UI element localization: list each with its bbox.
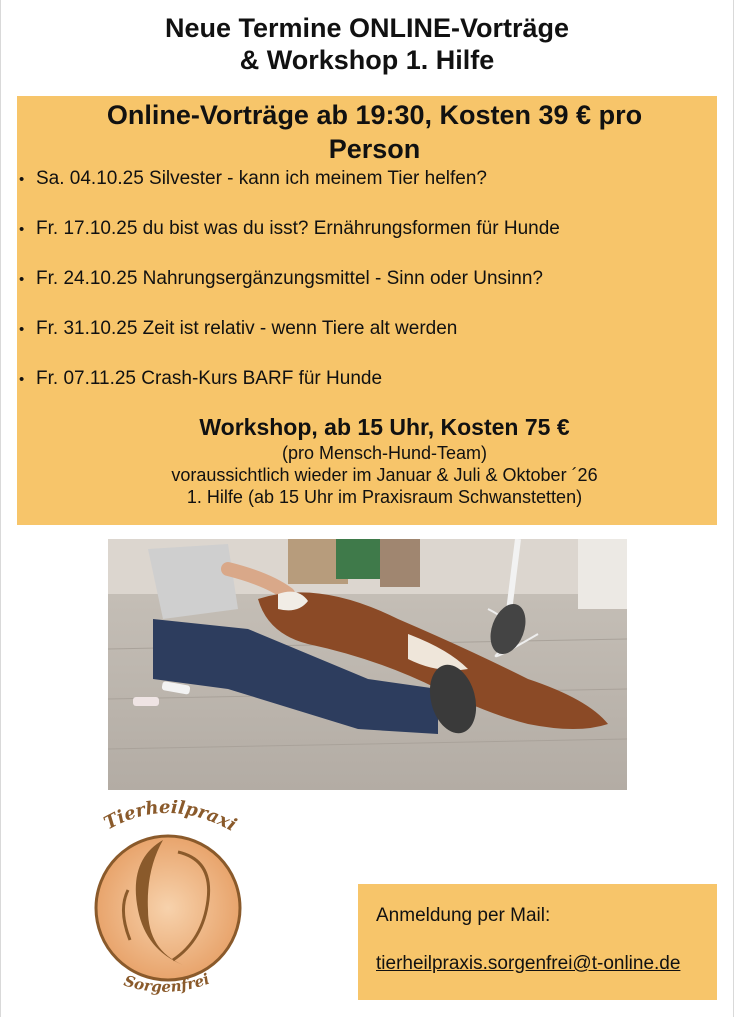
registration-box — [358, 884, 717, 1000]
online-talks-heading-line-1: Online-Vorträge ab 19:30, Kosten 39 € pro — [106, 100, 643, 130]
tierheilpraxis-logo — [88, 800, 248, 1005]
talk-item-text: Fr. 24.10.25 Nahrungsergänzungsmittel - Sinn oder Unsinn? — [36, 268, 543, 289]
bullet-icon: • — [19, 171, 25, 188]
left-page-edge — [0, 0, 1, 1017]
online-talks-heading — [17, 98, 732, 166]
talk-item-text: Fr. 17.10.25 du bist was du isst? Ernährungsformen für Hunde — [36, 218, 560, 239]
talk-item — [17, 168, 487, 191]
workshop-location-note: 1. Hilfe (ab 15 Uhr im Praxisraum Schwanstetten) — [186, 487, 583, 507]
bullet-icon: • — [19, 321, 25, 338]
talk-item-text: Sa. 04.10.25 Silvester - kann ich meinem Tier helfen? — [36, 168, 487, 189]
talk-item — [17, 268, 543, 291]
workshop-team-note: (pro Mensch-Hund-Team) — [281, 443, 488, 463]
workshop-heading: Workshop, ab 15 Uhr, Kosten 75 € — [199, 414, 570, 440]
talk-item — [17, 318, 457, 341]
svg-text:Tierheilpraxis — [88, 800, 240, 836]
workshop-dates-note: voraussichtlich wieder im Januar & Juli & Oktober ´26 — [171, 465, 598, 485]
talk-item-text: Fr. 07.11.25 Crash-Kurs BARF für Hunde — [36, 368, 383, 389]
bullet-icon: • — [19, 371, 25, 388]
talk-item-text: Fr. 31.10.25 Zeit ist relativ - wenn Tiere alt werden — [36, 318, 458, 339]
talk-item — [17, 368, 382, 391]
registration-label: Anmeldung per Mail: — [376, 905, 551, 926]
email-link[interactable]: tierheilpraxis.sorgenfrei@t-online.de — [376, 953, 681, 974]
workshop-photo — [108, 539, 627, 790]
events-panel — [17, 96, 717, 525]
bullet-icon: • — [19, 221, 25, 238]
workshop-section — [17, 412, 734, 508]
logo-bottom-text: Sorgenfrei — [121, 969, 212, 996]
online-talks-heading-line-2: Person — [328, 134, 421, 164]
page-title-line-2: & Workshop 1. Hilfe — [239, 45, 495, 75]
page-title-line-1: Neue Termine ONLINE-Vorträge — [164, 13, 570, 43]
page-title — [0, 12, 734, 76]
logo-top-text: Tierheilpraxi — [100, 800, 240, 836]
talk-item — [17, 218, 560, 241]
bullet-icon: • — [19, 271, 25, 288]
